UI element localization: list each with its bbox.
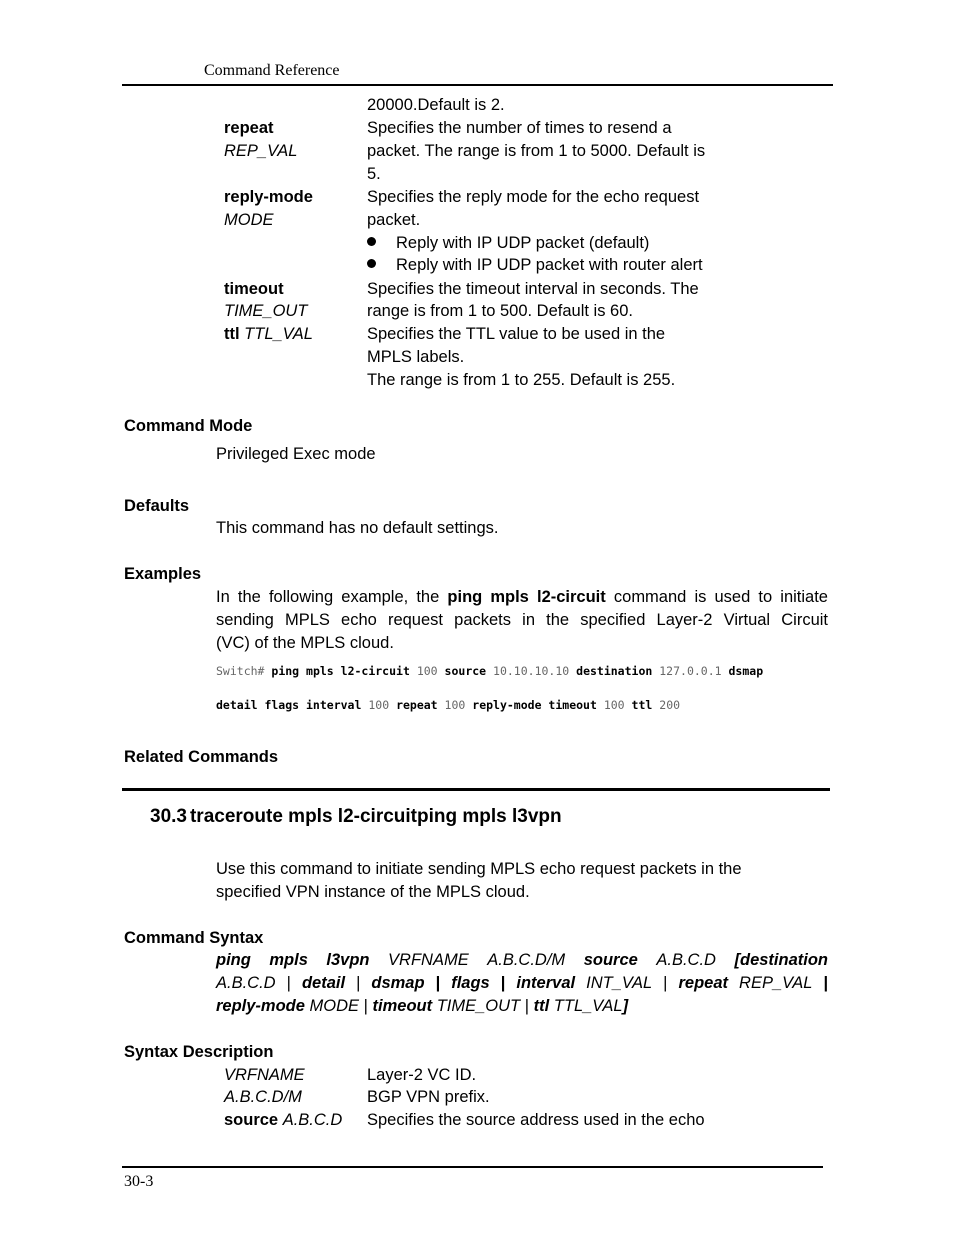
param-desc: Layer-2 VC ID. — [367, 1066, 477, 1084]
param-desc: range is from 1 to 500. Default is 60. — [367, 302, 633, 320]
footer-rule — [122, 1166, 823, 1168]
param-name: reply-mode — [224, 188, 313, 206]
syntax-line: A.B.C.D | detail | dsmap | flags | interval INT_VAL | repeat REP_VAL | — [216, 974, 829, 992]
header-rule — [122, 84, 833, 86]
defaults-heading: Defaults — [124, 497, 190, 515]
param-desc: 5. — [367, 165, 381, 183]
bullet-item: Reply with IP UDP packet with router alert — [367, 256, 703, 275]
param-arg: A.B.C.D/M — [224, 1088, 302, 1106]
param-desc: MPLS labels. — [367, 348, 465, 366]
syntax-line: reply-mode MODE | timeout TIME_OUT | ttl TTL_VAL] — [216, 997, 629, 1015]
param-desc: The range is from 1 to 255. Default is 255. — [367, 371, 676, 389]
syntax-description-heading: Syntax Description — [124, 1043, 274, 1061]
param-arg: VRFNAME — [224, 1066, 305, 1084]
section-intro-line: Use this command to initiate sending MPLS echo request packets in the — [216, 860, 742, 878]
running-header: Command Reference — [204, 62, 340, 79]
defaults-text: This command has no default settings. — [216, 519, 499, 537]
bullet-item: Reply with IP UDP packet (default) — [367, 234, 649, 253]
section-rule — [122, 788, 830, 791]
param-continuation: 20000.Default is 2. — [367, 96, 505, 114]
section-heading: 30.3 traceroute mpls l2-circuitping mpls l3vpn — [150, 806, 562, 827]
page-number: 30-3 — [124, 1173, 154, 1190]
examples-intro-line: sending MPLS echo request packets in the specified Layer-2 Virtual Circuit — [216, 611, 828, 629]
bullet-icon — [367, 259, 376, 268]
command-mode-heading: Command Mode — [124, 417, 253, 435]
examples-heading: Examples — [124, 565, 202, 583]
param-desc: Specifies the TTL value to be used in the — [367, 325, 666, 343]
syntax-line: ping mpls l3vpn VRFNAME A.B.C.D/M source A.B.C.D [destination — [216, 951, 828, 969]
section-intro-line: specified VPN instance of the MPLS cloud. — [216, 883, 530, 901]
examples-intro-line: (VC) of the MPLS cloud. — [216, 634, 394, 652]
param-desc: packet. — [367, 211, 421, 229]
param-desc: Specifies the number of times to resend a — [367, 119, 672, 137]
related-commands-heading: Related Commands — [124, 748, 279, 766]
param-name: ttl TTL_VAL — [224, 325, 313, 343]
param-name: source A.B.C.D — [224, 1111, 343, 1129]
param-desc: Specifies the timeout interval in seconds. The — [367, 280, 699, 298]
command-syntax-heading: Command Syntax — [124, 929, 264, 947]
bullet-icon — [367, 237, 376, 246]
param-arg: MODE — [224, 211, 274, 229]
param-desc: Specifies the reply mode for the echo request — [367, 188, 700, 206]
param-arg: TIME_OUT — [224, 302, 308, 320]
param-desc: Specifies the source address used in the echo — [367, 1111, 705, 1129]
param-name: repeat — [224, 119, 274, 137]
code-line: detail flags interval 100 repeat 100 reply-mode timeout 100 ttl 200 — [216, 698, 681, 712]
examples-intro-line: In the following example, the ping mpls l2-circuit command is used to initiate — [216, 588, 828, 606]
param-desc: BGP VPN prefix. — [367, 1088, 490, 1106]
param-arg: REP_VAL — [224, 142, 298, 160]
command-mode-text: Privileged Exec mode — [216, 445, 376, 463]
param-name: timeout — [224, 280, 284, 298]
param-desc: packet. The range is from 1 to 5000. Default is — [367, 142, 706, 160]
code-line: Switch# ping mpls l2-circuit 100 source 10.10.10.10 destination 127.0.0.1 dsmap — [216, 664, 764, 678]
